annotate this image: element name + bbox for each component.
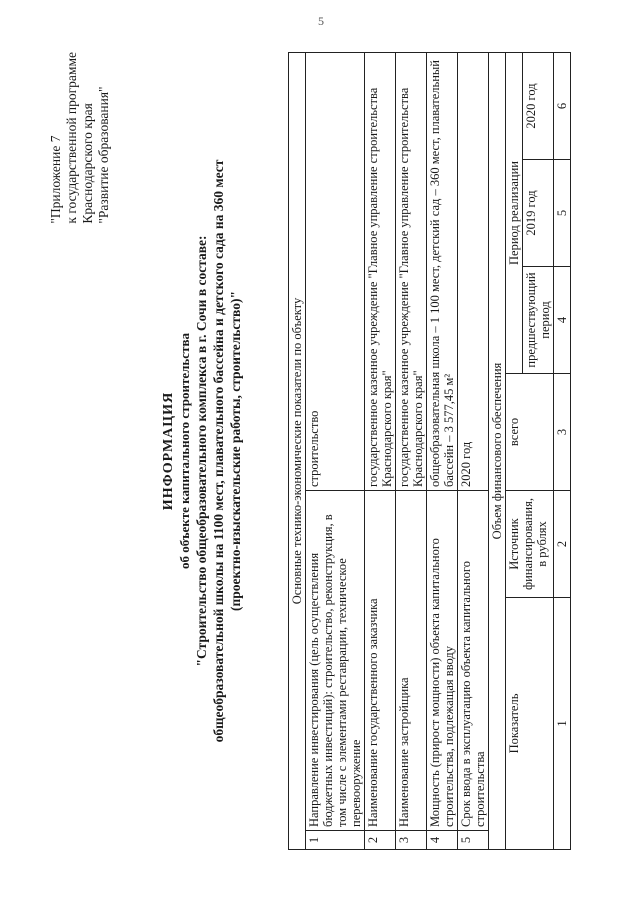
col-number: 2	[554, 491, 571, 598]
row-label: Мощность (прирост мощности) объекта капитального строительства, подлежащая вводу	[427, 491, 458, 831]
row-value: государственное казенное учреждение "Главное управление строительства Краснодарского края"	[396, 53, 427, 491]
table-row	[365, 53, 396, 850]
row-label: Направление инвестирования (цель осуществления бюджетных инвестиций): строительство, реконструкция, в том числе с элементами реставрации, техническое перевооружение	[306, 491, 365, 831]
table-row	[396, 53, 427, 850]
appendix-line-1: "Приложение 7	[48, 135, 63, 224]
row-number: 1	[306, 831, 365, 850]
row-label: Наименование застройщика	[396, 491, 427, 831]
page-number: 5	[318, 14, 324, 28]
prev-period-header: предшествующий период	[523, 267, 554, 374]
col-number: 6	[554, 53, 571, 160]
appendix-line-2: к государственной программе	[64, 52, 79, 224]
row-value: государственное казенное учреждение "Главное управление строительства Краснодарского края"	[365, 53, 396, 491]
period-header: Период реализации	[506, 53, 523, 374]
row-number: 5	[458, 831, 489, 850]
col-number: 4	[554, 267, 571, 374]
table-row	[458, 53, 489, 850]
document-title: ИНФОРМАЦИЯ	[161, 391, 176, 511]
row-value: общеобразовательная школа – 1 100 мест, детский сад – 360 мест, плавательный бассейн – 3 577,45 м²	[427, 53, 458, 491]
table-row	[306, 53, 365, 850]
document-heading	[160, 36, 244, 866]
col-number: 3	[554, 374, 571, 491]
table-row	[427, 53, 458, 850]
total-header: всего	[506, 374, 554, 491]
appendix-line-3: Краснодарского края	[80, 103, 95, 224]
appendix-line-4: "Развитие образования"	[96, 86, 111, 224]
section-header-row	[289, 53, 306, 850]
info-table	[288, 52, 571, 850]
indicator-header: Показатель	[506, 598, 554, 850]
heading-line-3: (проектно-изыскательские работы, строительство)"	[228, 291, 243, 611]
section1-header: Основные технико-экономические показатели по объекту	[289, 53, 306, 850]
row-value: строительство	[306, 53, 365, 491]
row-number: 4	[427, 831, 458, 850]
heading-line-1: "Строительство общеобразовательного комплекса в г. Сочи в составе:	[194, 235, 209, 667]
row-value: 2020 год	[458, 53, 489, 491]
year-2019-header: 2019 год	[523, 160, 554, 267]
appendix-block	[48, 52, 112, 224]
row-label: Срок ввода в эксплуатацию объекта капитального строительства	[458, 491, 489, 831]
col-number: 1	[554, 598, 571, 850]
document-subtitle: об объекте капитального строительства	[177, 333, 192, 569]
rotated-page	[40, 36, 600, 866]
column-number-row	[554, 53, 571, 850]
col-number: 5	[554, 160, 571, 267]
fin-header-row	[506, 53, 523, 850]
row-number: 3	[396, 831, 427, 850]
heading-line-2: общеобразовательной школы на 1100 мест, плавательного бассейна и детского сада на 360 мест	[211, 159, 226, 743]
section-header-row	[489, 53, 506, 850]
source-header: Источник финансирования, в рублях	[506, 491, 554, 598]
row-label: Наименование государственного заказчика	[365, 491, 396, 831]
section2-header: Объем финансового обеспечения	[489, 53, 506, 850]
row-number: 2	[365, 831, 396, 850]
year-2020-header: 2020 год	[523, 53, 554, 160]
